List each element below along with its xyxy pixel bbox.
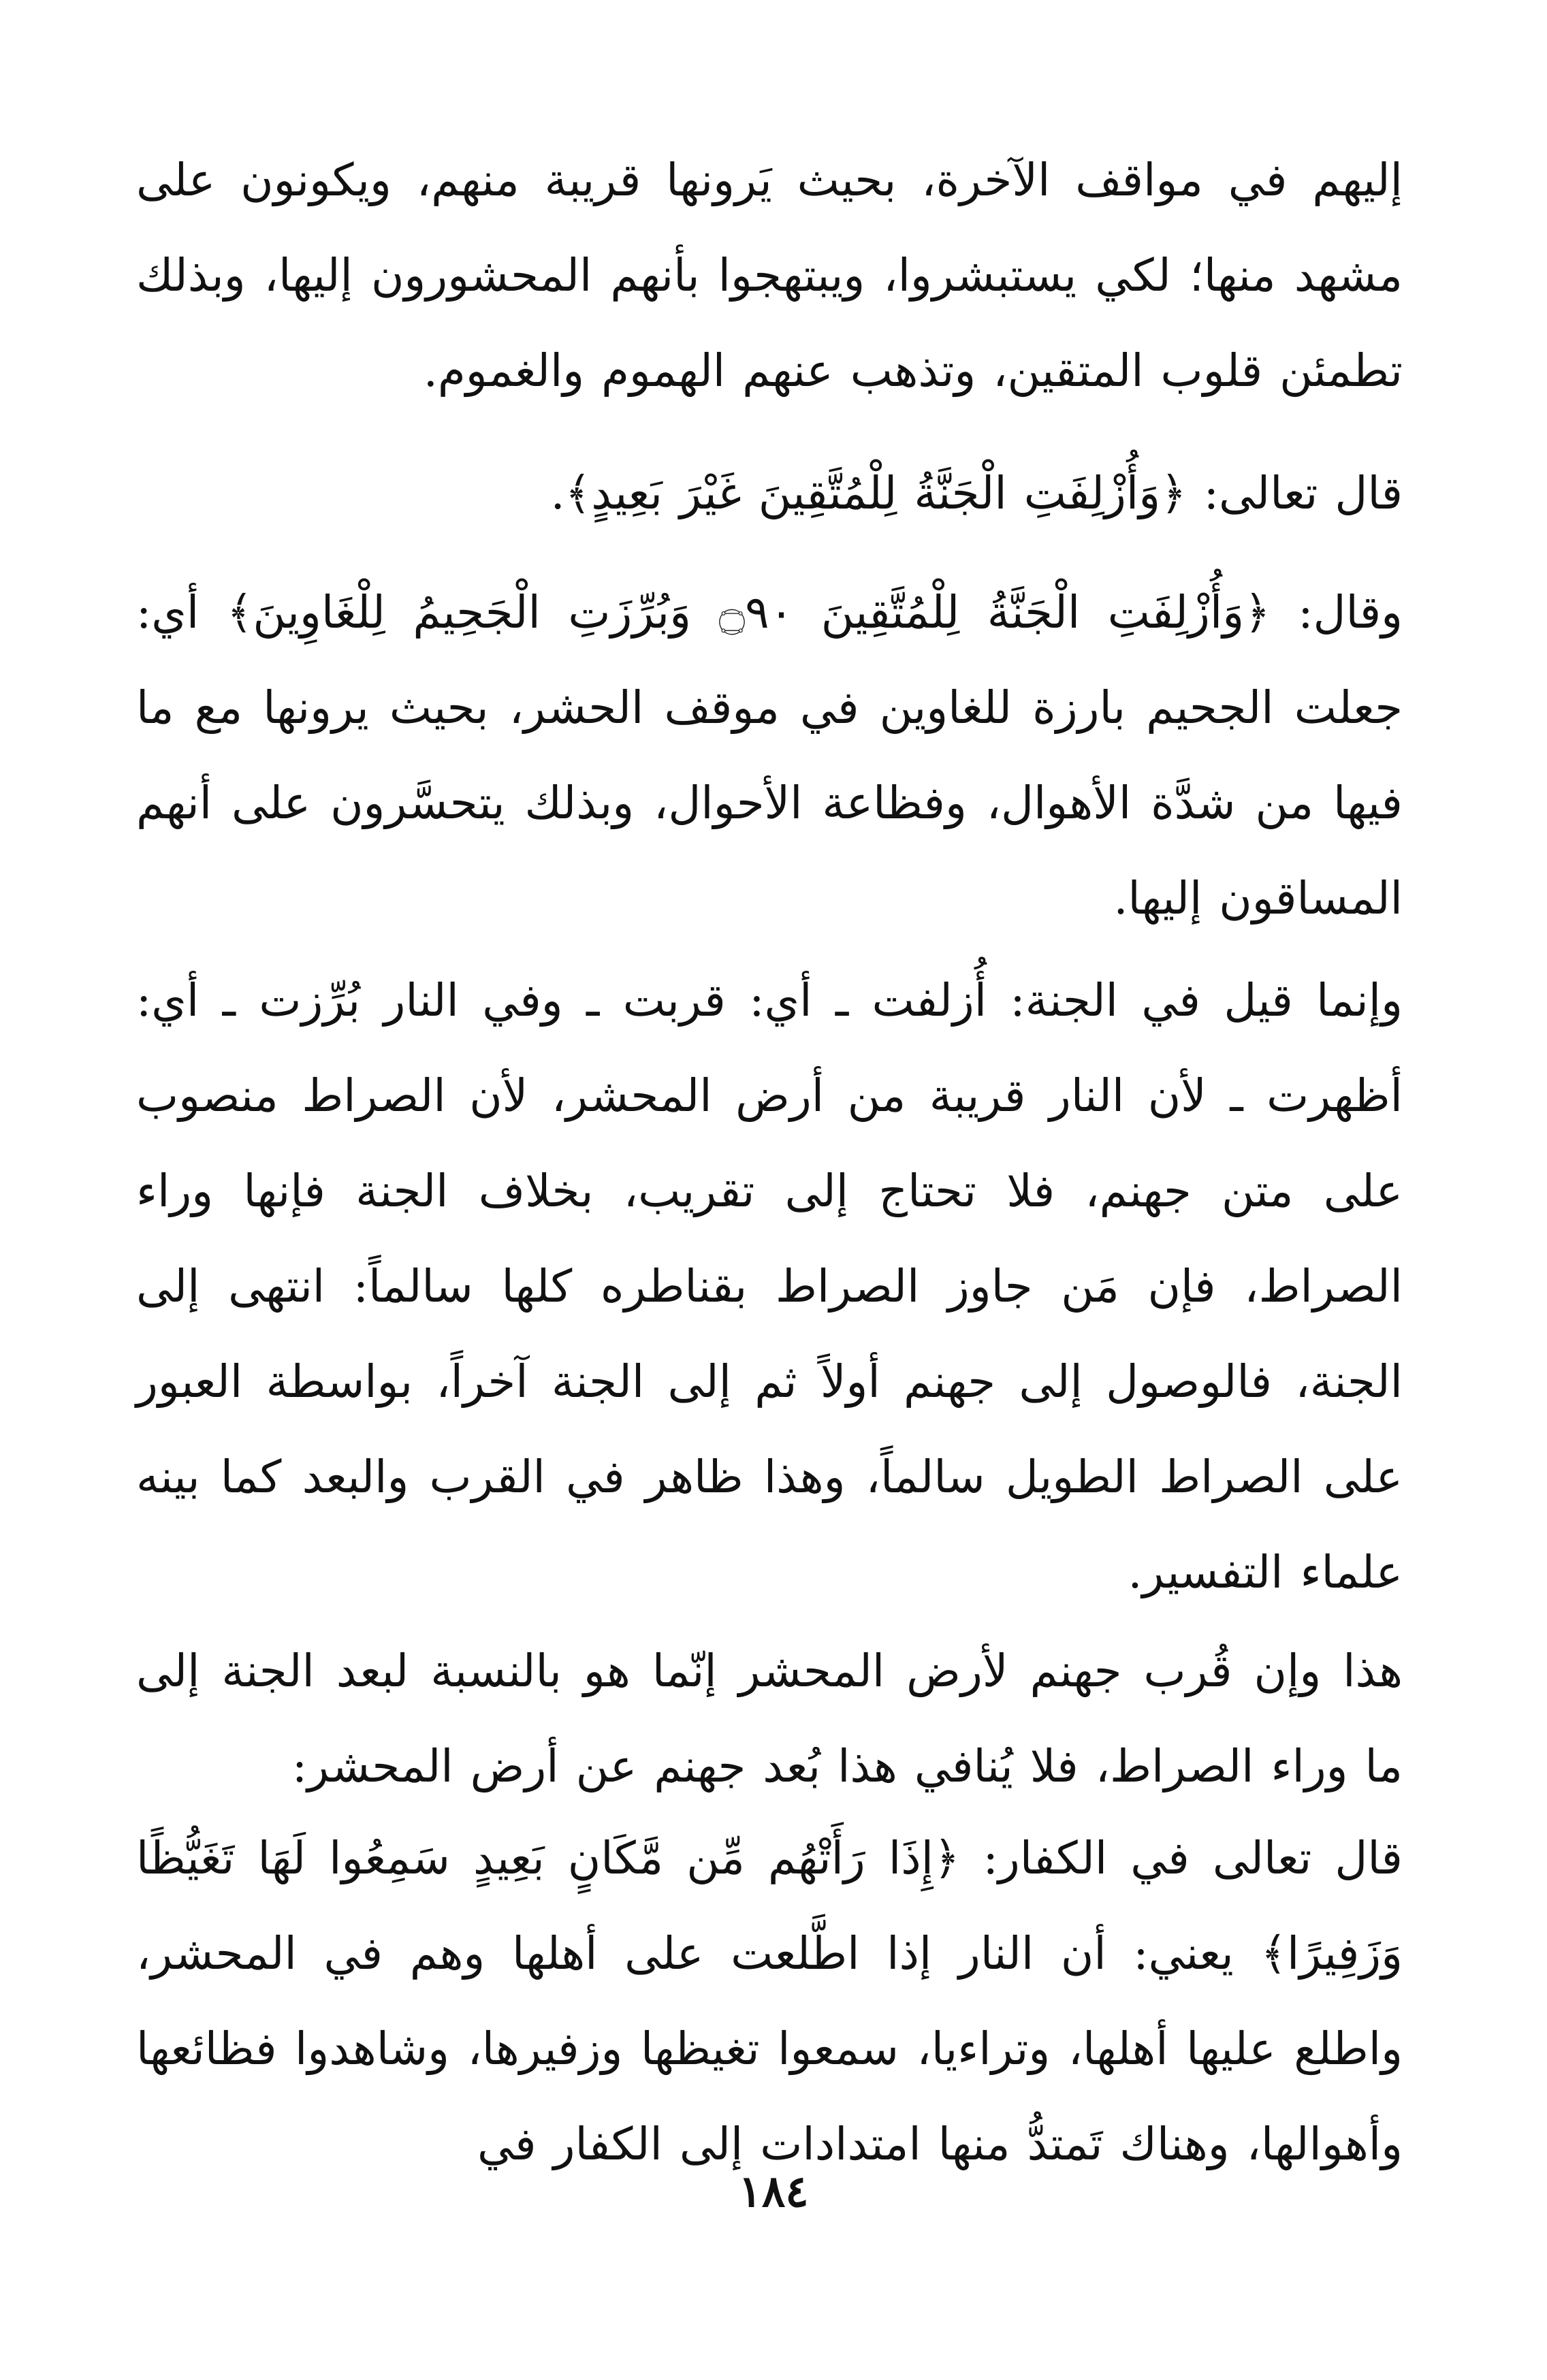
- paragraph-text: هذا وإن قُرب جهنم لأرض المحشر إنّما هو بالنسبة لبعد الجنة إلى ما وراء الصراط، فلا يُنافي هذا بُعد جهنم عن أرض المحشر:: [136, 1645, 1403, 1792]
- paragraph-text: وإنما قيل في الجنة: أُزلفت ـ أي: قربت ـ وفي النار بُرِّزت ـ أي: أظهرت ـ لأن النار قريبة من أرض المحشر، لأن الصراط منصوب على متن جهنم، فلا تحتاج إلى تقريب، بخلاف الجنة فإنها وراء الصراط، فإن مَن جاوز الصراط بقناطره كلها سالماً: انتهى إلى الجنة، فالوصول إلى جهنم أولاً ثم إلى الجنة آخراً، بواسطة العبور على الصراط الطويل سالماً، وهذا ظاهر في القرب والبعد كما بينه علماء التفسير.: [136, 974, 1403, 1598]
- paragraph-text: وقال: ﴿وَأُزْلِفَتِ الْجَنَّةُ لِلْمُتَّقِينَ ۝٩٠ وَبُرِّزَتِ الْجَحِيمُ لِلْغَاوِينَ﴾ أي: جعلت الجحيم بارزة للغاوين في موقف الحشر، بحيث يرونها مع ما فيها من شدَّة الأهوال، وفظاعة الأحوال، وبذلك يتحسَّرون على أنهم المساقون إليها.: [136, 586, 1403, 924]
- paragraph-5: [136, 1624, 1403, 1814]
- paragraph-text: إليهم في مواقف الآخرة، بحيث يَرونها قريبة منهم، ويكونون على مشهد منها؛ لكي يستبشروا، ويبتهجوا بأنهم المحشورون إليها، وبذلك تطمئن قلوب المتقين، وتذهب عنهم الهموم والغموم.: [136, 154, 1403, 397]
- paragraph-text: قال تعالى: ﴿وَأُزْلِفَتِ الْجَنَّةُ لِلْمُتَّقِينَ غَيْرَ بَعِيدٍ﴾.: [550, 467, 1403, 519]
- paragraph-text: قال تعالى في الكفار: ﴿إِذَا رَأَتْهُم مِّن مَّكَانٍ بَعِيدٍ سَمِعُوا لَهَا تَغَيُّظًا وَزَفِيرًا﴾ يعني: أن النار إذا اطَّلعت على أهلها وهم في المحشر، واطلع عليها أهلها، وتراءيا، سمعوا تغيظها وزفيرها، وشاهدوا فظائعها وأهوالها، وهناك تَمتدُّ منها امتدادات إلى الكفار في: [136, 1832, 1403, 2170]
- paragraph-6: [136, 1811, 1403, 2192]
- paragraph-2-quran-verse: [136, 446, 1403, 541]
- paragraph-4: [136, 953, 1403, 1620]
- paragraph-1: [136, 133, 1403, 419]
- paragraph-3: [136, 565, 1403, 946]
- page-number: ١٨٤: [738, 2166, 809, 2217]
